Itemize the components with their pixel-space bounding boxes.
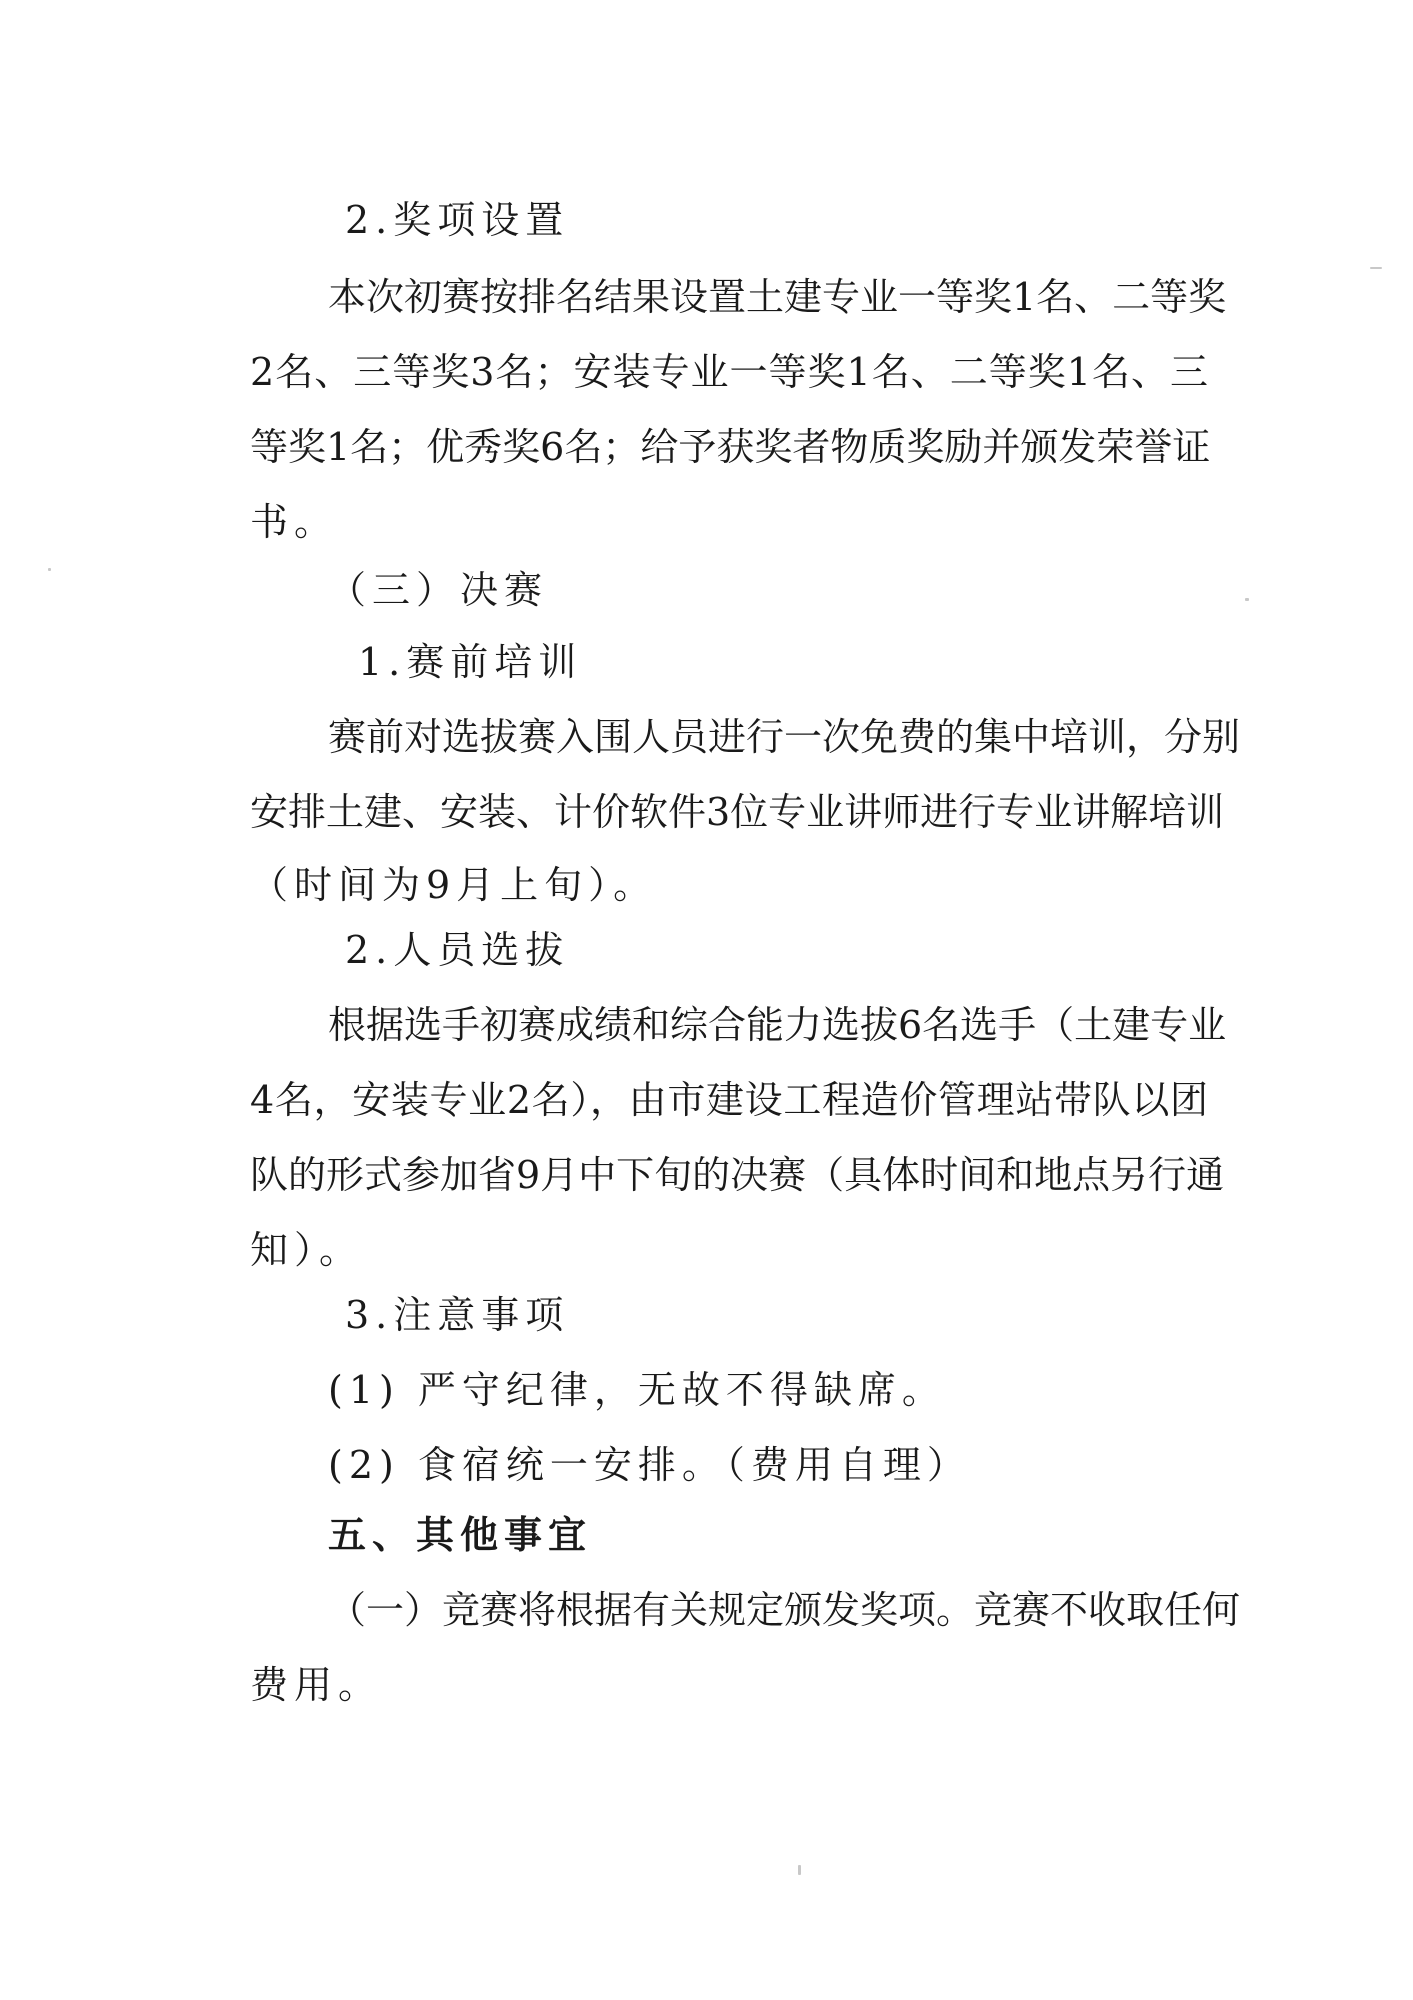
paragraph-line: 安排土建、安装、计价软件3位专业讲师进行专业讲解培训	[250, 790, 1225, 834]
heading-selection: 2.人员选拔	[345, 928, 570, 972]
heading-award-settings: 2.奖项设置	[345, 198, 570, 242]
scan-speck	[1370, 267, 1382, 269]
paragraph-line: 本次初赛按排名结果设置土建专业一等奖1名、二等奖	[328, 275, 1227, 319]
paragraph-line: 书。	[250, 500, 339, 544]
paragraph-line: 知）。	[250, 1228, 364, 1272]
list-item: (2) 食宿统一安排。（费用自理）	[328, 1443, 971, 1487]
scan-speck	[1245, 598, 1249, 601]
section-heading-other: 五、其他事宜	[328, 1512, 593, 1557]
paragraph-line: 等奖1名；优秀奖6名；给予获奖者物质奖励并颁发荣誉证	[250, 425, 1211, 469]
paragraph-line: 根据选手初赛成绩和综合能力选拔6名选手（土建专业	[328, 1003, 1227, 1047]
paragraph-line: 2名、三等奖3名；安装专业一等奖1名、二等奖1名、三	[250, 350, 1208, 394]
heading-pre-training: 1.赛前培训	[358, 640, 583, 684]
paragraph-line: 队的形式参加省9月中下旬的决赛（具体时间和地点另行通	[250, 1153, 1225, 1197]
section-heading-final: （三）决赛	[328, 568, 549, 612]
scan-speck	[48, 568, 51, 571]
paragraph-line: （时间为9月上旬）。	[250, 863, 658, 907]
paragraph-line: 4名，安装专业2名），由市建设工程造价管理站带队以团	[250, 1078, 1208, 1122]
list-item: (1) 严守纪律，无故不得缺席。	[328, 1368, 946, 1412]
paragraph-line: 费用。	[250, 1663, 383, 1707]
scan-speck	[798, 1865, 801, 1875]
heading-notes: 3.注意事项	[345, 1293, 570, 1337]
paragraph-line: （一）竞赛将根据有关规定颁发奖项。竞赛不收取任何	[328, 1588, 1241, 1632]
paragraph-line: 赛前对选拔赛入围人员进行一次免费的集中培训，分别	[328, 715, 1241, 759]
